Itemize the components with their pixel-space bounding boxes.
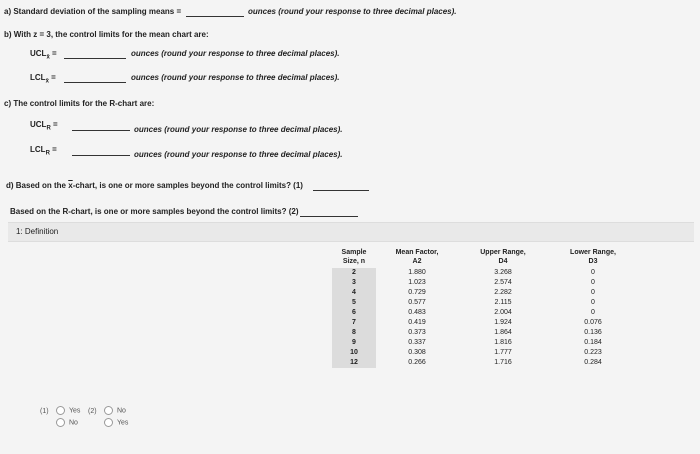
std-dev-input[interactable] xyxy=(186,8,244,17)
table-row xyxy=(332,358,638,368)
ucl-r-suffix: ounces (round your response to three decimal places). xyxy=(134,125,343,134)
cell-mean-factor: 0.337 xyxy=(408,339,426,346)
cell-lower-range: 0 xyxy=(591,299,595,306)
question-a-label: a) Standard deviation of the sampling means = xyxy=(4,7,182,16)
cell-upper-range: 1.816 xyxy=(494,339,512,346)
question-d-text-2: Based on the R-chart, is one or more samples beyond the control limits? (2) xyxy=(10,207,299,216)
table-row xyxy=(332,278,638,288)
lcl-r-label: $LCL_R$ = xyxy=(30,145,57,157)
table-row xyxy=(332,328,638,338)
cell-lower-range: 0 xyxy=(591,289,595,296)
answer-group-2 xyxy=(88,408,97,415)
cell-mean-factor: 0.373 xyxy=(408,329,426,336)
cell-lower-range: 0 xyxy=(591,309,595,316)
radio-icon[interactable] xyxy=(56,418,65,427)
cell-sample-size: 10 xyxy=(332,348,376,358)
cell-upper-range: 1.864 xyxy=(494,329,512,336)
ucl-r-input[interactable] xyxy=(72,122,130,131)
cell-upper-range: 1.924 xyxy=(494,319,512,326)
table-row xyxy=(332,308,638,318)
cell-upper-range: 2.115 xyxy=(494,299,512,306)
cell-sample-size: 12 xyxy=(332,358,376,368)
cell-mean-factor: 0.266 xyxy=(408,359,426,366)
question-a-suffix: ounces (round your response to three decimal places). xyxy=(248,7,457,16)
ucl-xbar-input[interactable] xyxy=(64,50,126,59)
lcl-xbar-suffix: ounces (round your response to three decimal places). xyxy=(131,73,340,82)
cell-sample-size: 7 xyxy=(332,318,376,328)
answer-group-1-label: (1) xyxy=(40,408,49,415)
cell-mean-factor: 0.577 xyxy=(408,299,426,306)
cell-upper-range: 2.574 xyxy=(494,279,512,286)
ucl-xbar-label: $UCL_{x̄}$ = xyxy=(30,49,57,61)
cell-mean-factor: 1.880 xyxy=(408,269,426,276)
answer-group-1 xyxy=(40,408,49,415)
definition-label: 1: Definition xyxy=(16,227,59,236)
table-row xyxy=(332,338,638,348)
answer-1-option-no[interactable]: No xyxy=(56,418,78,427)
cell-sample-size: 4 xyxy=(332,288,376,298)
question-c-label: c) The control limits for the R-chart are: xyxy=(4,99,155,108)
cell-sample-size: 6 xyxy=(332,308,376,318)
cell-upper-range: 1.777 xyxy=(494,349,512,356)
cell-lower-range: 0.223 xyxy=(584,349,602,356)
answer-2-option-no[interactable]: No xyxy=(104,406,126,415)
cell-mean-factor: 0.308 xyxy=(408,349,426,356)
lcl-r-input[interactable] xyxy=(72,147,130,156)
cell-lower-range: 0.184 xyxy=(584,339,602,346)
cell-mean-factor: 1.023 xyxy=(408,279,426,286)
lcl-xbar-input[interactable] xyxy=(64,74,126,83)
cell-upper-range: 1.716 xyxy=(494,359,512,366)
ucl-r-label: $UCL_R$ = xyxy=(30,120,58,132)
answer-2-blank[interactable] xyxy=(300,208,358,217)
answer-group-2-label: (2) xyxy=(88,408,97,415)
answer-2-option-yes[interactable]: Yes xyxy=(104,418,128,427)
header-upper-range: Upper Range, D4 xyxy=(480,249,526,265)
control-chart-factors-table xyxy=(332,248,638,368)
radio-icon[interactable] xyxy=(104,406,113,415)
header-lower-range: Lower Range, D3 xyxy=(570,249,616,265)
header-mean-factor: Mean Factor, A2 xyxy=(395,249,439,265)
cell-lower-range: 0.076 xyxy=(584,319,602,326)
cell-lower-range: 0.136 xyxy=(584,329,602,336)
radio-icon[interactable] xyxy=(56,406,65,415)
cell-sample-size: 8 xyxy=(332,328,376,338)
cell-upper-range: 2.004 xyxy=(494,309,512,316)
cell-mean-factor: 0.729 xyxy=(408,289,426,296)
answer-1-option-yes[interactable]: Yes xyxy=(56,406,80,415)
question-b-label: b) With z = 3, the control limits for the mean chart are: xyxy=(4,30,209,39)
question-d-text-1: d) Based on the $\overline{x}$-chart, is one or more samples beyond the control limits? (1) xyxy=(6,181,303,190)
table-row xyxy=(332,268,638,278)
lcl-xbar-label: $LCL_{x̄}$ = xyxy=(30,73,56,85)
table-row xyxy=(332,318,638,328)
cell-upper-range: 2.282 xyxy=(494,289,512,296)
cell-sample-size: 9 xyxy=(332,338,376,348)
cell-lower-range: 0 xyxy=(591,269,595,276)
table-row xyxy=(332,298,638,308)
answer-1-blank[interactable] xyxy=(313,182,369,191)
lcl-r-suffix: ounces (round your response to three decimal places). xyxy=(134,150,343,159)
cell-sample-size: 2 xyxy=(332,268,376,278)
definition-bar[interactable] xyxy=(8,222,694,242)
cell-lower-range: 0 xyxy=(591,279,595,286)
header-sample-size: Sample Size, n xyxy=(341,249,367,265)
cell-sample-size: 5 xyxy=(332,298,376,308)
cell-mean-factor: 0.483 xyxy=(408,309,426,316)
cell-upper-range: 3.268 xyxy=(494,269,512,276)
radio-icon[interactable] xyxy=(104,418,113,427)
cell-lower-range: 0.284 xyxy=(584,359,602,366)
table-row xyxy=(332,288,638,298)
table-row xyxy=(332,348,638,358)
ucl-xbar-suffix: ounces (round your response to three decimal places). xyxy=(131,49,340,58)
cell-mean-factor: 0.419 xyxy=(408,319,426,326)
cell-sample-size: 3 xyxy=(332,278,376,288)
